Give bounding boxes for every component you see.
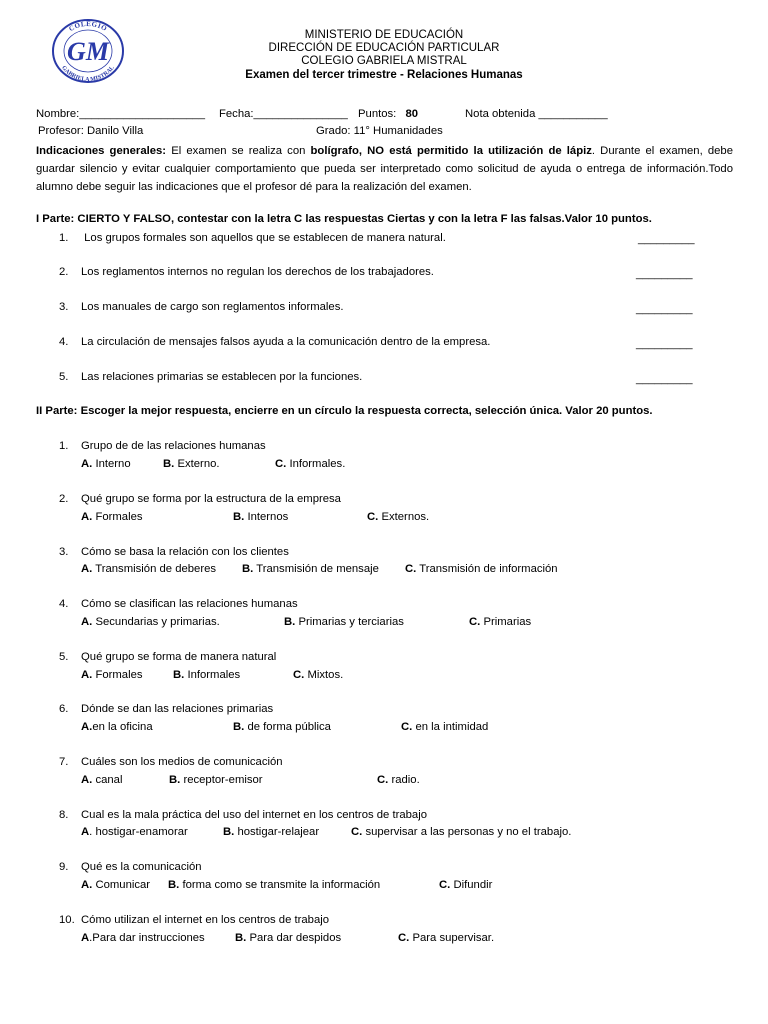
option-b[interactable]: B. Para dar despidos — [235, 932, 342, 944]
mc-question — [59, 914, 329, 926]
exam-title: Examen del tercer trimestre - Relaciones Humanas — [245, 68, 523, 81]
option-b[interactable]: B. Transmisión de mensaje — [242, 563, 379, 575]
instructions-text-3: . Durante el examen, debe guardar silencio y evitar cualquier comportamiento que pueda ser interpretado como solicitud de ayuda o entrega de información.Todo alumno debe seguir las indicaciones que el profesor dé para la realización del examen. — [36, 145, 733, 193]
tf-answer-blank[interactable]: _________ — [636, 338, 693, 350]
mc-options — [81, 721, 701, 735]
tf-answer-blank[interactable]: _________ — [638, 233, 695, 245]
part-1-title: I Parte: CIERTO Y FALSO, contestar con la letra C las respuestas Ciertas y con la letra F las falsas.Valor 10 puntos. — [36, 213, 652, 225]
question-num: 5. — [59, 651, 69, 663]
mc-question — [59, 440, 266, 452]
option-a[interactable]: A.en la oficina — [81, 721, 153, 733]
tf-item — [59, 266, 434, 278]
document-header — [0, 29, 768, 82]
tf-answer-blank[interactable]: _________ — [636, 373, 693, 385]
ministry-line: MINISTERIO DE EDUCACIÓN — [304, 29, 464, 41]
tf-statement: Las relaciones primarias se establecen por la funciones. — [81, 371, 363, 383]
option-c[interactable]: C. Difundir — [439, 879, 493, 891]
instructions-no-pencil: NO está permitido la utilización de lápiz — [367, 145, 592, 157]
option-a[interactable]: A. Comunicar — [81, 879, 151, 891]
name-field[interactable]: Nombre:____________________ — [36, 108, 205, 120]
tf-item — [59, 336, 490, 348]
general-instructions — [36, 142, 733, 196]
mc-options — [81, 616, 701, 630]
option-a[interactable]: A. Transmisión de deberes — [81, 563, 217, 575]
option-a[interactable]: A.Para dar instrucciones — [81, 932, 205, 944]
question-text: Cómo se basa la relación con los clientes — [81, 546, 289, 558]
tf-item — [59, 232, 446, 244]
mc-options — [81, 826, 701, 840]
question-text: Qué grupo se forma por la estructura de la empresa — [81, 493, 341, 505]
tf-answer-blank[interactable]: _________ — [636, 268, 693, 280]
tf-item — [59, 301, 343, 313]
mc-options — [81, 511, 701, 525]
question-text: Cómo se clasifican las relaciones humanas — [81, 598, 298, 610]
option-c[interactable]: C. Externos. — [367, 511, 430, 523]
question-num: 6. — [59, 703, 69, 715]
mc-question — [59, 651, 276, 663]
directorate-line: DIRECCIÓN DE EDUCACIÓN PARTICULAR — [268, 42, 500, 55]
question-text: Cómo utilizan el internet en los centros de trabajo — [81, 914, 330, 926]
option-c[interactable]: C. en la intimidad — [401, 721, 489, 733]
points-value: 80 — [405, 108, 419, 120]
option-a[interactable]: A. Interno — [81, 458, 131, 470]
question-text: Grupo de de las relaciones humanas — [81, 440, 266, 452]
tf-num: 3. — [59, 301, 69, 313]
option-b[interactable]: B. forma como se transmite la información — [168, 879, 381, 891]
mc-options — [81, 932, 701, 946]
option-c[interactable]: C. Mixtos. — [293, 669, 344, 681]
logo-monogram: GM — [67, 37, 109, 66]
option-a[interactable]: A. hostigar-enamorar — [81, 826, 188, 838]
mc-options — [81, 879, 701, 893]
points-label: Puntos: — [358, 108, 397, 120]
tf-num: 1. — [59, 232, 69, 244]
question-num: 10. — [59, 914, 75, 926]
question-text: Qué es la comunicación — [81, 861, 202, 873]
option-c[interactable]: C. Primarias — [469, 616, 532, 628]
mc-options — [81, 563, 701, 577]
instructions-label: Indicaciones generales: — [36, 145, 167, 157]
question-num: 1. — [59, 440, 69, 452]
tf-statement: Los grupos formales son aquellos que se establecen de manera natural. — [81, 232, 446, 244]
part-2-title: II Parte: Escoger la mejor respuesta, encierre en un círculo la respuesta correcta, selección única. Valor 20 puntos. — [36, 405, 653, 417]
mc-question — [59, 598, 298, 610]
instructions-text-1: El examen se realiza con — [166, 145, 311, 157]
tf-item — [59, 371, 362, 383]
option-c[interactable]: C. radio. — [377, 774, 420, 786]
option-c[interactable]: C. Informales. — [275, 458, 346, 470]
option-a[interactable]: A. Secundarias y primarias. — [81, 616, 220, 628]
question-text: Qué grupo se forma de manera natural — [81, 651, 277, 663]
mc-options — [81, 458, 701, 472]
tf-num: 4. — [59, 336, 69, 348]
school-name-line: COLEGIO GABRIELA MISTRAL — [301, 55, 467, 68]
question-num: 9. — [59, 861, 69, 873]
question-num: 7. — [59, 756, 69, 768]
tf-num: 2. — [59, 266, 69, 278]
question-text: Dónde se dan las relaciones primarias — [81, 703, 274, 715]
instructions-pen: bolígrafo, — [310, 145, 362, 157]
option-b[interactable]: B. receptor-emisor — [169, 774, 263, 786]
tf-statement: Los manuales de cargo son reglamentos informales. — [81, 301, 344, 313]
tf-statement: La circulación de mensajes falsos ayuda a la comunicación dentro de la empresa. — [81, 336, 491, 348]
option-a[interactable]: A. Formales — [81, 511, 143, 523]
mc-options — [81, 774, 701, 788]
option-a[interactable]: A. canal — [81, 774, 123, 786]
tf-answer-blank[interactable]: _________ — [636, 303, 693, 315]
mc-question — [59, 703, 273, 715]
logo-bottom-text: GABRIELA MISTRAL — [60, 64, 116, 84]
teacher-line: Profesor: Danilo Villa — [38, 125, 144, 137]
option-b[interactable]: B. Internos — [233, 511, 289, 523]
question-num: 8. — [59, 809, 69, 821]
question-num: 2. — [59, 493, 69, 505]
option-b[interactable]: B. Externo. — [163, 458, 220, 470]
option-c[interactable]: C. supervisar a las personas y no el trabajo. — [351, 826, 572, 838]
option-a[interactable]: A. Formales — [81, 669, 143, 681]
mc-options — [81, 669, 701, 683]
mc-question — [59, 861, 202, 873]
grade-level-line: Grado: 11° Humanidades — [316, 125, 443, 137]
option-b[interactable]: B. Primarias y terciarias — [284, 616, 404, 628]
tf-statement: Los reglamentos internos no regulan los derechos de los trabajadores. — [81, 266, 434, 278]
option-b[interactable]: B. de forma pública — [233, 721, 331, 733]
question-num: 4. — [59, 598, 69, 610]
question-text: Cuáles son los medios de comunicación — [81, 756, 283, 768]
date-field[interactable]: Fecha:_______________ — [219, 108, 348, 120]
mc-question — [59, 809, 427, 821]
option-c[interactable]: C. Transmisión de información — [405, 563, 558, 575]
tf-num: 5. — [59, 371, 69, 383]
mc-question — [59, 493, 341, 505]
option-b[interactable]: B. Informales — [173, 669, 241, 681]
question-num: 3. — [59, 546, 69, 558]
logo-top-text: COLEGIO — [67, 19, 109, 34]
points-field — [358, 108, 418, 120]
mc-question — [59, 546, 289, 558]
question-text: Cual es la mala práctica del uso del internet en los centros de trabajo — [81, 809, 428, 821]
mc-question — [59, 756, 283, 768]
option-c[interactable]: C. Para supervisar. — [398, 932, 495, 944]
grade-obtained-field[interactable]: Nota obtenida ___________ — [465, 108, 608, 120]
option-b[interactable]: B. hostigar-relajear — [223, 826, 320, 838]
